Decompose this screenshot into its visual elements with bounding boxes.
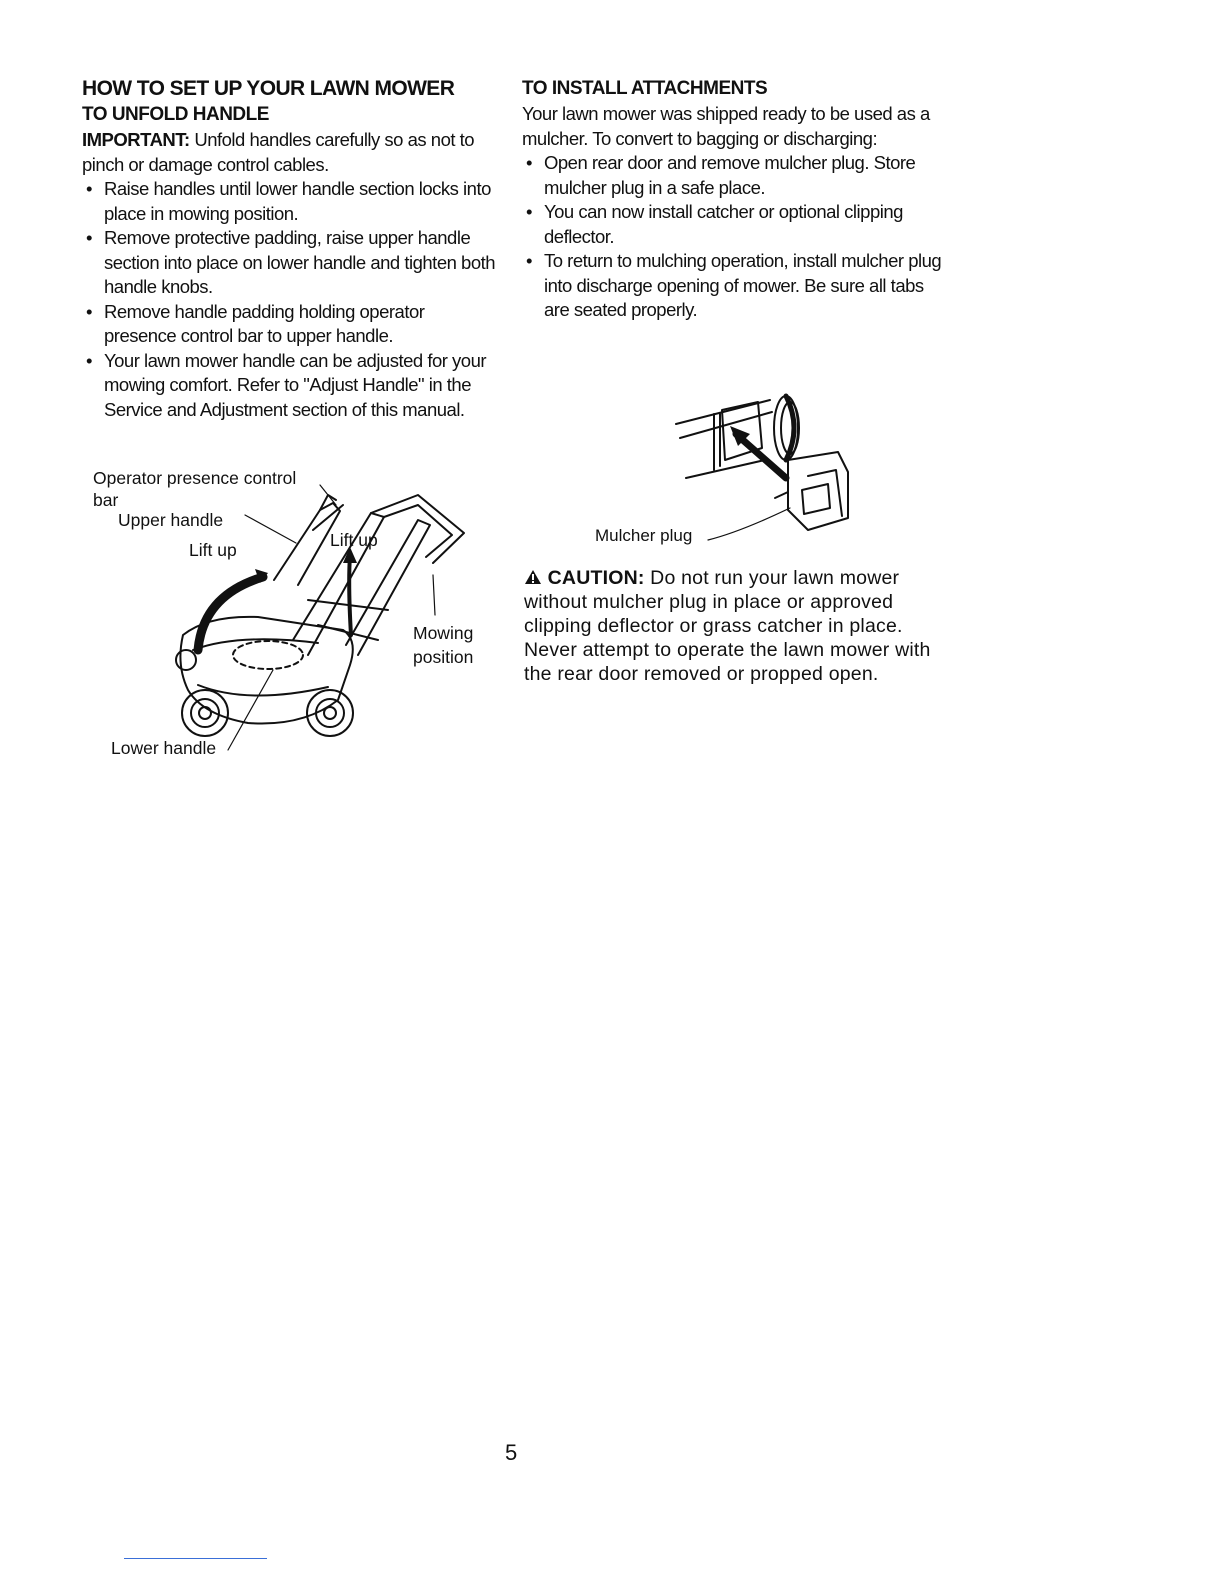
attachments-intro: Your lawn mower was shipped ready to be used as a mulcher. To convert to bagging or discharging:	[522, 103, 930, 149]
caution-label: CAUTION:	[547, 567, 645, 589]
section-title-attachments: TO INSTALL ATTACHMENTS	[522, 78, 768, 99]
list-item-text: Remove protective padding, raise upper handle section into place on lower handle and tighten both handle knobs.	[104, 227, 496, 297]
list-item	[522, 200, 942, 249]
bullet-icon: •	[86, 227, 92, 248]
subsection-title-unfold: TO UNFOLD HANDLE	[82, 104, 269, 125]
list-item-text: You can now install catcher or optional clipping deflector.	[544, 201, 903, 247]
list-item	[522, 249, 942, 323]
important-text: Unfold handles carefully so as not to pinch or damage control cables.	[82, 129, 475, 175]
section-title-setup: HOW TO SET UP YOUR LAWN MOWER	[82, 77, 455, 100]
caution-notice	[524, 566, 934, 686]
list-item-text: Your lawn mower handle can be adjusted for your mowing comfort. Refer to "Adjust Handle" in the Service and Adjustment section of this manual.	[104, 349, 487, 420]
mowing-label: Mowing	[413, 623, 474, 643]
bullet-icon: •	[86, 349, 92, 371]
lower-handle-label: Lower handle	[111, 738, 217, 758]
list-item	[82, 300, 497, 349]
mower-handle-figure	[88, 465, 498, 765]
bullet-icon: •	[86, 178, 92, 199]
bullet-icon: •	[526, 201, 532, 222]
mulcher-plug-label: Mulcher plug	[595, 526, 693, 545]
bullet-icon: •	[526, 152, 532, 173]
list-item	[82, 177, 497, 226]
attachments-steps-list	[522, 151, 942, 323]
page-number: 5	[505, 1440, 518, 1465]
warning-triangle-icon	[524, 567, 548, 589]
mulcher-plug-illustration	[590, 380, 860, 550]
bullet-icon: •	[86, 300, 92, 322]
list-item	[82, 349, 497, 423]
bar-label: bar	[93, 490, 119, 510]
caution-text: Do not run your lawn mower without mulcher plug in place or approved clipping deflector or grass catcher in place. Never attempt to operate the lawn mower with the rear door removed or propped open.	[524, 567, 931, 685]
lift-up-left-label: Lift up	[189, 540, 237, 560]
upper-handle-label: Upper handle	[118, 510, 224, 530]
list-item	[522, 151, 942, 200]
operator-presence-label: Operator presence control	[93, 468, 297, 488]
lift-up-right-label: Lift up	[330, 530, 378, 550]
list-item	[82, 226, 497, 300]
position-label: position	[413, 647, 474, 667]
right-column	[522, 76, 942, 323]
unfold-steps-list	[82, 177, 497, 422]
bottom-divider	[124, 1558, 267, 1559]
list-item-text: Remove handle padding holding operator presence control bar to upper handle.	[104, 300, 425, 346]
list-item-text: Raise handles until lower handle section locks into place in mowing position.	[104, 178, 491, 224]
bullet-icon: •	[526, 250, 532, 271]
left-column	[82, 76, 497, 422]
important-label: IMPORTANT:	[82, 129, 190, 150]
list-item-text: Open rear door and remove mulcher plug. Store mulcher plug in a safe place.	[544, 152, 916, 198]
list-item-text: To return to mulching operation, install mulcher plug into discharge opening of mower. Be sure all tabs are seated properly.	[544, 250, 942, 320]
important-note	[82, 128, 497, 177]
mulcher-plug-figure	[590, 380, 860, 550]
